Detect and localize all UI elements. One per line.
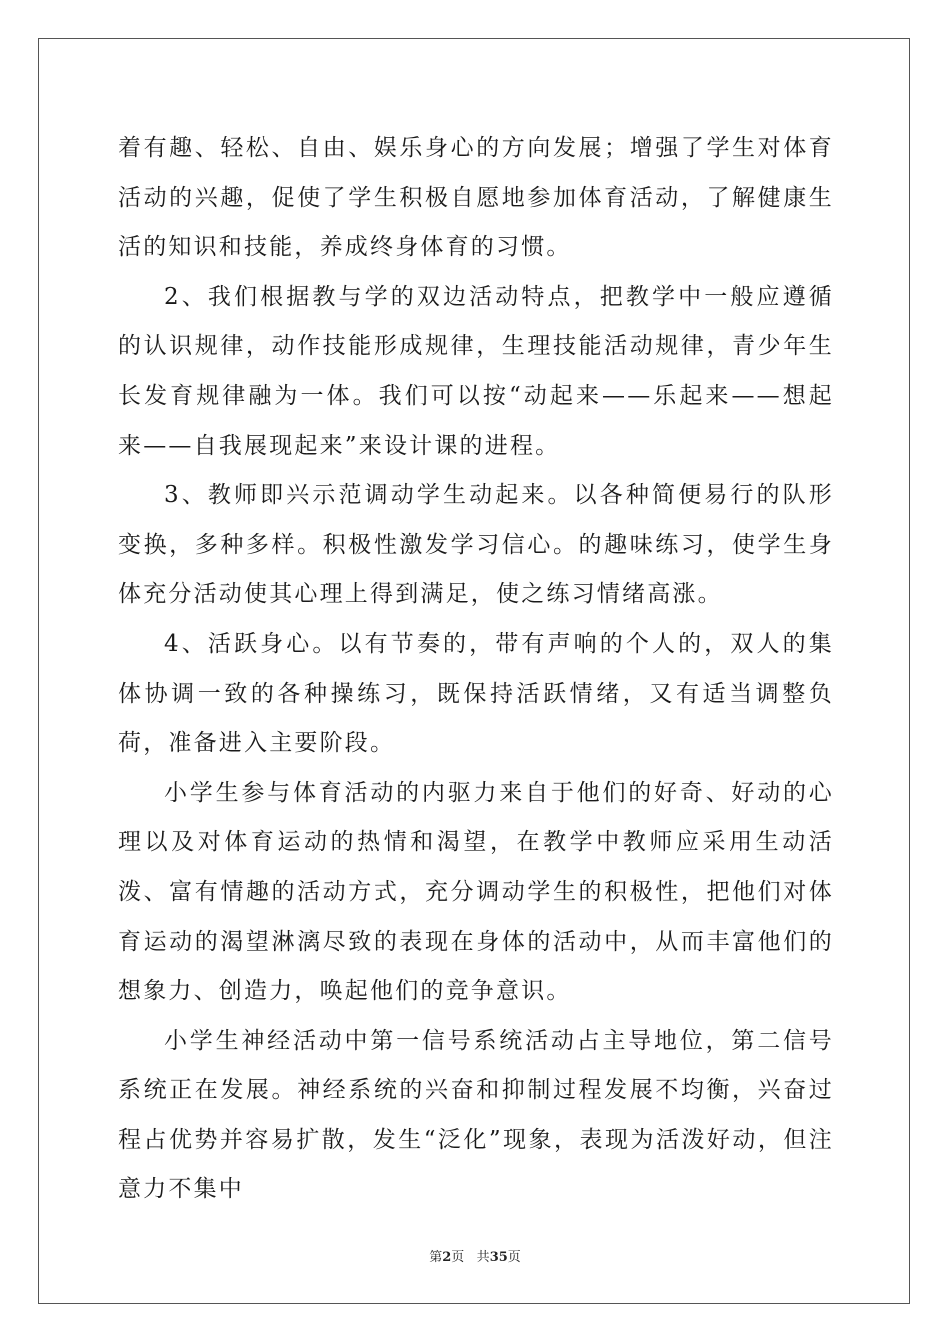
document-body — [118, 124, 834, 1215]
paragraph-5: 小学生参与体育活动的内驱力来自于他们的好奇、好动的心理以及对体育运动的热情和渴望，在教学中教师应采用生动活泼、富有情趣的活动方式，充分调动学生的积极性，把他们对体育运动的渴望淋漓尽致的表现在身体的活动中，从而丰富他们的想象力、创造力，唤起他们的竞争意识。 — [118, 779, 834, 1005]
footer-page-suffix: 页 — [451, 1250, 465, 1265]
paragraph-4: 4、活跃身心。以有节奏的，带有声响的个人的，双人的集体协调一致的各种操练习，既保持活跃情绪，又有适当调整负荷，准备进入主要阶段。 — [118, 630, 834, 757]
total-page-count: 35 — [489, 1250, 508, 1265]
page-footer — [0, 1246, 950, 1265]
current-page-number: 2 — [442, 1250, 452, 1265]
footer-prefix: 第 — [429, 1250, 443, 1265]
paragraph-1: 着有趣、轻松、自由、娱乐身心的方向发展；增强了学生对体育活动的兴趣，促使了学生积极自愿地参加体育活动，了解健康生活的知识和技能，养成终身体育的习惯。 — [118, 135, 834, 261]
footer-total-suffix: 页 — [507, 1250, 521, 1265]
footer-total-prefix: 共 — [476, 1250, 490, 1265]
paragraph-3: 3、教师即兴示范调动学生动起来。以各种简便易行的队形变换，多种多样。积极性激发学习信心。的趣味练习，使学生身体充分活动使其心理上得到满足，使之练习情绪高涨。 — [118, 482, 834, 608]
paragraph-2: 2、我们根据教与学的双边活动特点，把教学中一般应遵循的认识规律，动作技能形成规律，生理技能活动规律，青少年生长发育规律融为一体。我们可以按“动起来——乐起来——想起来——自我展现起来”来设计课的进程。 — [118, 283, 834, 459]
paragraph-6: 小学生神经活动中第一信号系统活动占主导地位，第二信号系统正在发展。神经系统的兴奋和抑制过程发展不均衡，兴奋过程占优势并容易扩散，发生“泛化”现象，表现为活泼好动，但注意力不集中 — [118, 1027, 834, 1203]
